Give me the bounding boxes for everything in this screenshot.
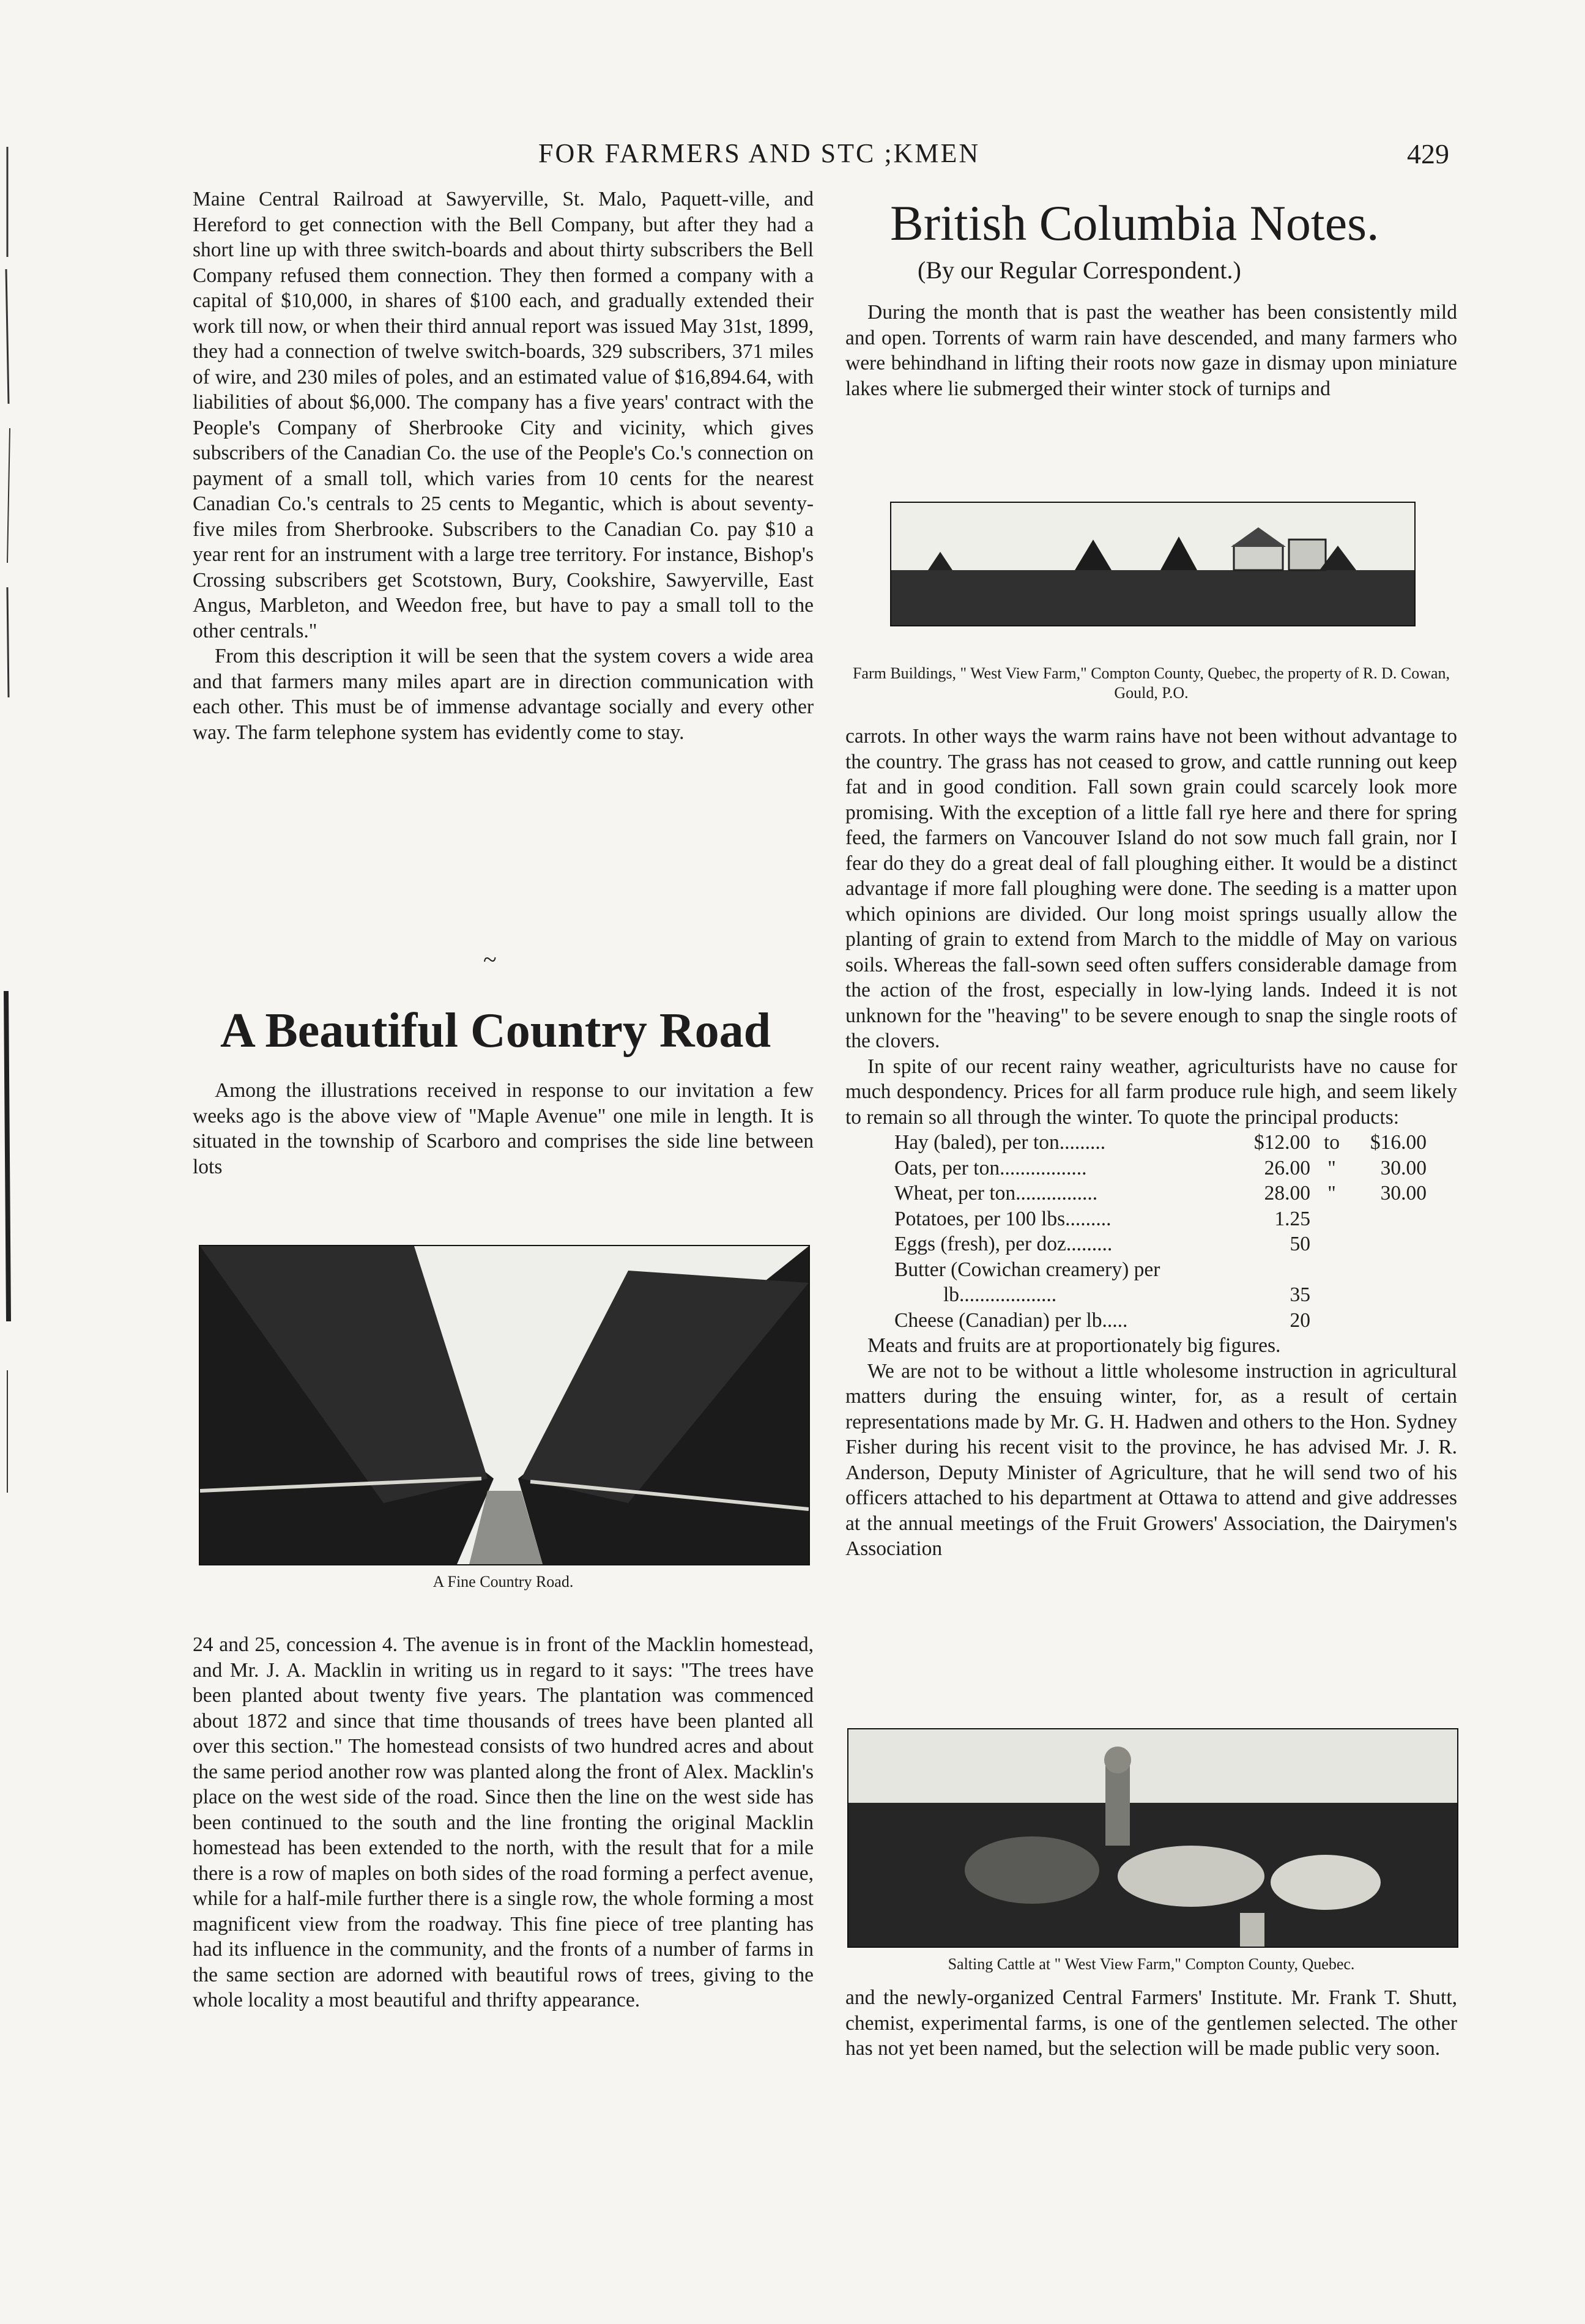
price-low: 20 — [1290, 1309, 1310, 1332]
country-road-intro — [193, 1078, 814, 1179]
paragraph: Meats and fruits are at proportionately big figures. — [867, 1334, 1281, 1357]
price-table — [845, 1130, 1457, 1333]
paragraph: Among the illustrations received in response to our invitation a few weeks ago is the above view of "Maple Avenue" one mile in length. It is situated in the township of Scarboro and comprises the side line between lots — [193, 1079, 814, 1178]
country-road-body — [193, 1632, 814, 2013]
price-item: Potatoes, per 100 lbs......... — [894, 1207, 1112, 1230]
price-to: " — [1327, 1156, 1336, 1179]
price-row — [845, 1130, 1457, 1156]
paragraph: In spite of our recent rainy weather, agriculturists have no cause for much despondency. Prices for all farm produce rule high, and seem likely to remain so all through the winter. To quote the principal products: — [845, 1055, 1457, 1129]
salting-cattle-image — [848, 1729, 1457, 1947]
paragraph: We are not to be without a little wholesome instruction in agricultural matters during the ensuing winter, for, as a result of certain representations made by Mr. G. H. Hadwen and others to the Hon. Sydney Fisher during his recent visit to the province, he has advised Mr. J. R. Anderson, Deputy Minister of Agriculture, that he will send two of his officers attached to his department at Ottawa to attend and give addresses at the annual meetings of the Fruit Growers' Association, the Dairymen's Association — [845, 1359, 1457, 1560]
price-low: 1.25 — [1274, 1207, 1310, 1230]
price-row — [845, 1156, 1457, 1181]
paragraph: During the month that is past the weather has been consistently mild and open. Torrents of warm rain have descended, and many farmers who were behindhand in lifting their roots now gaze in dismay upon miniature lakes where lie submerged their winter stock of turnips and — [845, 301, 1457, 400]
price-item: Eggs (fresh), per doz......... — [894, 1233, 1113, 1255]
paragraph: From this description it will be seen that the system covers a wide area and that farmers many miles apart are in direction communication with each other. This must be of immense advantage socially and every other way. The farm telephone system has evidently come to stay. — [193, 645, 814, 744]
price-item: Hay (baled), per ton......... — [894, 1131, 1106, 1154]
farm-buildings-photo — [890, 502, 1416, 626]
price-high: 30.00 — [1380, 1182, 1427, 1205]
paragraph: and the newly-organized Central Farmers' Institute. Mr. Frank T. Shutt, chemist, experimental farms, is one of the gentlemen selected. The other has not yet been named, but the selection will be made public very soon. — [845, 1986, 1457, 2060]
price-row — [845, 1181, 1457, 1206]
article-subtitle: (By our Regular Correspondent.) — [918, 256, 1241, 284]
price-low: 50 — [1290, 1233, 1310, 1255]
paragraph: Maine Central Railroad at Sawyerville, St. Malo, Paquett-ville, and Hereford to get connection with the Bell Company, but after they had a short line up with three switch-boards and about thirty subscribers the Bell Company refused them connection. They then formed a company with a capital of $10,000, in shares of $100 each, and gradually extended their work till now, or when their third annual report was issued May 31st, 1899, they had a connection of twelve switch-boards, 329 subscribers, 371 miles of wire, and 230 miles of poles, and an estimated value of $16,894.64, with liabilities of about $6,000. The company has a five years' contract with the People's Company of Sherbrooke City and vicinity, which gives subscribers of the Canadian Co. the use of the People's Co.'s connection on payment of a small toll, which varies from 10 cents for the nearest Canadian Co.'s centrals to 25 cents to Megantic, which is about seventy-five miles from Sherbrooke. Subscribers to the Canadian Co. pay $10 a year rent for an instrument with a large tree territory. For instance, Bishop's Crossing subscribers get Scotstown, Bury, Cookshire, Sawyerville, East Angus, Marbleton, and Weedon free, but have to pay a small toll to the other centrals." — [193, 188, 814, 642]
paragraph: carrots. In other ways the warm rains have not been without advantage to the country. The grass has not ceased to grow, and cattle running out keep fat and in good condition. Fall sown grain could scarcely look more promising. With the exception of a little fall rye here and there for spring feed, the farmers on Vancouver Island do not sow much fall grain, nor I fear do they do a great deal of fall ploughing either. It would be a distinct advantage if more fall ploughing were done. The seeding is a matter upon which opinions are divided. Our long moist springs usually allow the planting of grain to extend from March to the middle of May on various soils. Whereas the fall-sown seed often suffers considerable damage from the action of the frost, especially in low-lying lands. Indeed it is not unknown for the "heaving" to be severe enough to snap the single roots of the clovers. — [845, 725, 1457, 1052]
price-row — [845, 1257, 1457, 1283]
price-row — [845, 1308, 1457, 1334]
bc-notes-conclusion — [845, 1985, 1457, 2062]
price-row — [845, 1231, 1457, 1257]
price-low: $12.00 — [1253, 1131, 1310, 1154]
price-item: lb................... — [943, 1283, 1057, 1306]
price-item: Wheat, per ton................ — [894, 1182, 1098, 1205]
country-road-caption: A Fine Country Road. — [432, 1573, 574, 1591]
price-low: 26.00 — [1264, 1156, 1310, 1179]
price-low: 35 — [1290, 1283, 1310, 1306]
bc-notes-intro — [845, 300, 1457, 401]
section-ornament: ~ — [483, 946, 497, 973]
price-item: Cheese (Canadian) per lb..... — [894, 1309, 1128, 1332]
price-to: to — [1323, 1131, 1340, 1154]
running-head: FOR FARMERS AND STC ;KMEN — [538, 138, 981, 168]
bc-notes-body — [845, 724, 1457, 1562]
salting-cattle-caption: Salting Cattle at " West View Farm," Compton County, Quebec. — [948, 1955, 1355, 1973]
binding-margin-marks — [0, 147, 37, 1860]
article-title-bc-notes: British Columbia Notes. — [890, 195, 1379, 251]
price-item: Oats, per ton................. — [894, 1156, 1087, 1179]
salting-cattle-photo — [847, 1728, 1458, 1948]
price-row — [845, 1282, 1457, 1308]
price-row — [845, 1206, 1457, 1232]
country-road-photo — [199, 1245, 810, 1565]
article-title-country-road: A Beautiful Country Road — [220, 1004, 771, 1058]
page-number: 429 — [1407, 138, 1449, 169]
farm-buildings-caption: Farm Buildings, " West View Farm," Compton County, Quebec, the property of R. D. Cowan, Gould, P.O. — [852, 664, 1450, 702]
price-item: Butter (Cowichan creamery) per — [894, 1258, 1160, 1281]
price-low: 28.00 — [1264, 1182, 1310, 1205]
left-column-telephone-article — [193, 187, 814, 745]
country-road-image — [200, 1246, 809, 1564]
price-high: 30.00 — [1380, 1156, 1427, 1179]
price-to: " — [1327, 1182, 1336, 1205]
paragraph: 24 and 25, concession 4. The avenue is in front of the Macklin homestead, and Mr. J. A. Macklin in writing us in regard to it says: "The trees have been planted about twenty five years. The plantation was commenced about 1872 and since that time thousands of trees have been planted all over this section." The homestead consists of two hundred acres and about the same period another row was planted along the front of Alex. Macklin's place on the west side of the road. Since then the line on the west side has been continued to the south and the line fronting the original Macklin homestead has been extended to the north, with the result that for a mile there is a row of maples on both sides of the road forming a perfect avenue, while for a half-mile further there is a single row, the whole forming a most magnificent view from the roadway. This fine piece of tree planting has had its influence in the community, and the fronts of a number of farms in the same section are adorned with beautiful rows of trees, giving to the whole locality a most beautiful and thrifty appearance. — [193, 1633, 814, 2011]
price-high: $16.00 — [1370, 1131, 1427, 1154]
farm-buildings-image — [891, 503, 1414, 625]
